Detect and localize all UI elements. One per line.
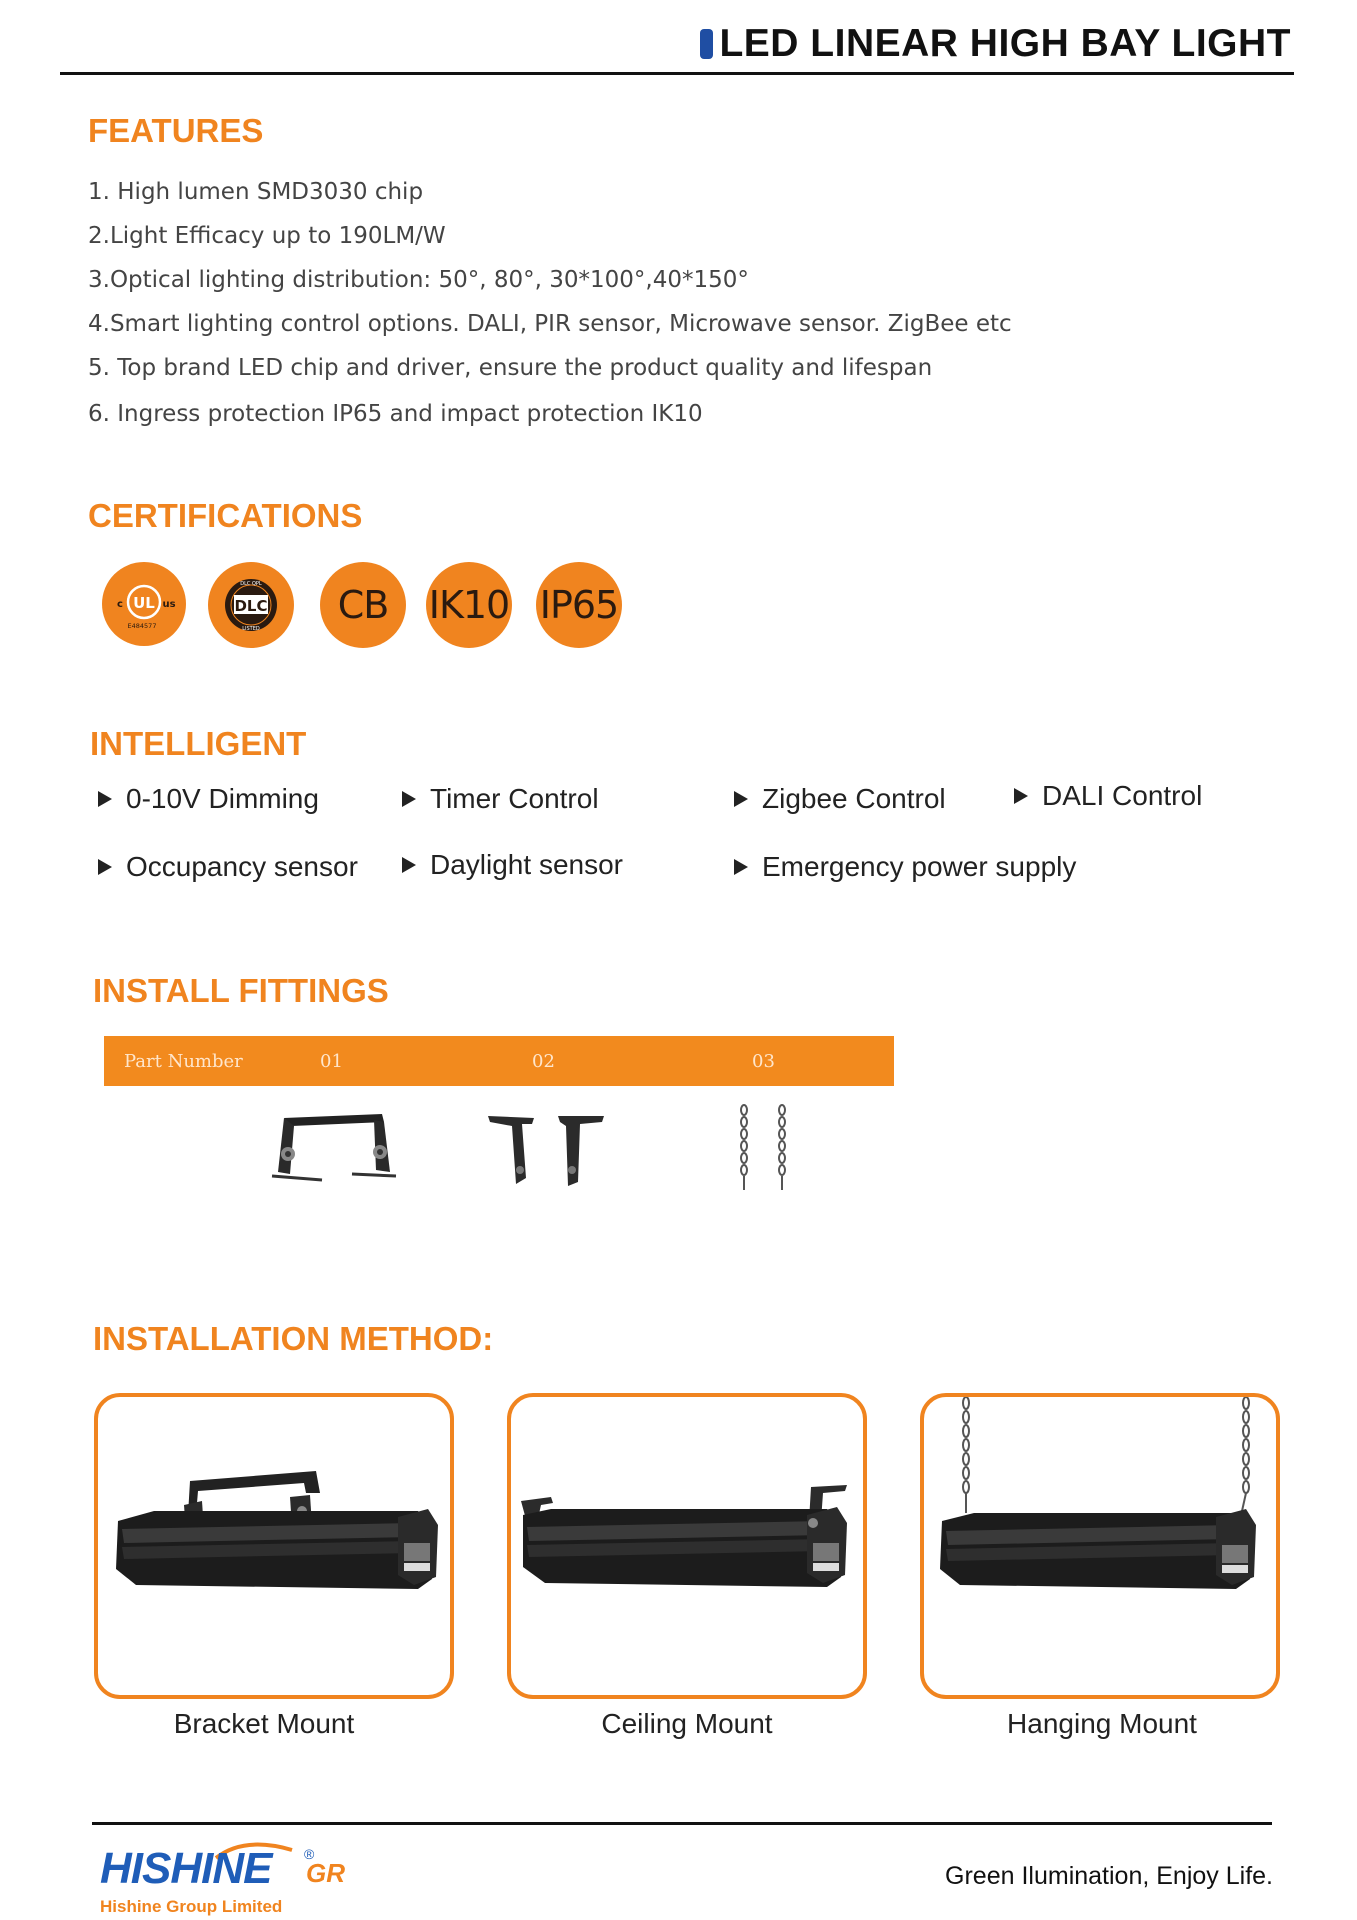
triangle-bullet-icon [734,791,748,807]
dlc-logo-icon [208,562,294,648]
feature-item: 4.Smart lighting control options. DALI, PIR sensor, Microwave sensor. ZigBee etc [88,311,1012,337]
dlc-arc-top: DLC QPL [240,581,262,587]
triangle-bullet-icon [734,859,748,875]
l-bracket-fitting-icon [486,1112,606,1192]
hanging-mount-light-icon [924,1397,1276,1695]
triangle-bullet-icon [402,857,416,873]
intelligent-item [734,851,1076,883]
intelligent-item [402,783,599,815]
ceiling-mount-light-icon [511,1397,863,1695]
page-header [700,22,1291,66]
feature-item: 1. High lumen SMD3030 chip [88,179,424,205]
ip65-label: IP65 [539,583,619,627]
ul-logo-icon [102,562,186,646]
header-divider [60,72,1294,75]
intelligent-item-label: Emergency power supply [762,851,1077,882]
feature-item: 5. Top brand LED chip and driver, ensure the product quality and lifespan [88,355,933,381]
cb-certification-badge [320,562,406,648]
page-title: LED LINEAR HIGH BAY LIGHT [719,22,1291,65]
ul-mark: UL [133,594,155,612]
ul-file-number: E484577 [127,622,157,630]
fittings-header-bar [104,1036,894,1086]
part-number-label: Part Number [124,1051,243,1072]
intelligent-item [1014,780,1202,812]
triangle-bullet-icon [98,791,112,807]
ceiling-mount-label: Ceiling Mount [601,1708,773,1739]
intelligent-item-label: Zigbee Control [762,783,946,814]
dlc-certification-badge [208,562,294,648]
intelligent-item [98,783,319,815]
ik10-certification-badge [426,562,512,648]
company-name: Hishine Group Limited [100,1897,283,1916]
intelligent-item-label: DALI Control [1042,780,1203,811]
triangle-bullet-icon [98,859,112,875]
intelligent-item [734,783,946,815]
ul-left-text: c [117,599,123,610]
intelligent-item-label: Timer Control [430,783,599,814]
footer-tagline: Green Ilumination, Enjoy Life. [945,1862,1273,1890]
feature-item: 6. Ingress protection IP65 and impact protection IK10 [88,401,703,427]
ul-right-text: us [162,599,176,610]
part-02-label: 02 [532,1051,555,1072]
hanging-mount-label: Hanging Mount [1007,1708,1197,1739]
intelligent-item-label: 0-10V Dimming [126,783,319,814]
brand-logo: HISHINE [100,1844,272,1893]
cb-label: CB [337,583,389,627]
part-01-label: 01 [320,1051,343,1072]
intelligent-item-label: Daylight sensor [430,849,623,880]
brand-logo-suffix: GR [306,1858,345,1888]
dlc-arc-bottom: LISTED [242,626,260,632]
features-list [88,170,1012,436]
intelligent-item [98,851,358,883]
footer-divider [92,1822,1272,1825]
triangle-bullet-icon [402,791,416,807]
intelligent-item-label: Occupancy sensor [126,851,358,882]
part-03-label: 03 [752,1051,775,1072]
registered-mark: ® [304,1846,315,1862]
ik10-label: IK10 [428,583,510,627]
title-marker [700,29,713,59]
ceiling-mount-card [507,1393,867,1699]
intelligent-heading: INTELLIGENT [90,725,307,762]
bracket-mount-card [94,1393,454,1699]
installation-method-heading: INSTALLATION METHOD: [93,1320,494,1357]
bracket-fitting-icon [270,1112,398,1188]
certifications-heading: CERTIFICATIONS [88,497,363,534]
triangle-bullet-icon [1014,788,1028,804]
ul-certification-badge [102,562,186,646]
bracket-mount-light-icon [98,1397,450,1695]
ip65-certification-badge [536,562,622,648]
dlc-mark: DLC [234,597,268,615]
chain-fitting-icon [728,1102,798,1198]
intelligent-item [402,849,623,881]
feature-item: 2.Light Efficacy up to 190LM/W [88,223,446,249]
install-fittings-heading: INSTALL FITTINGS [93,972,389,1009]
hanging-mount-card [920,1393,1280,1699]
feature-item: 3.Optical lighting distribution: 50°, 80°, 30*100°,40*150° [88,267,749,293]
bracket-mount-label: Bracket Mount [173,1708,355,1739]
features-heading: FEATURES [88,112,264,149]
